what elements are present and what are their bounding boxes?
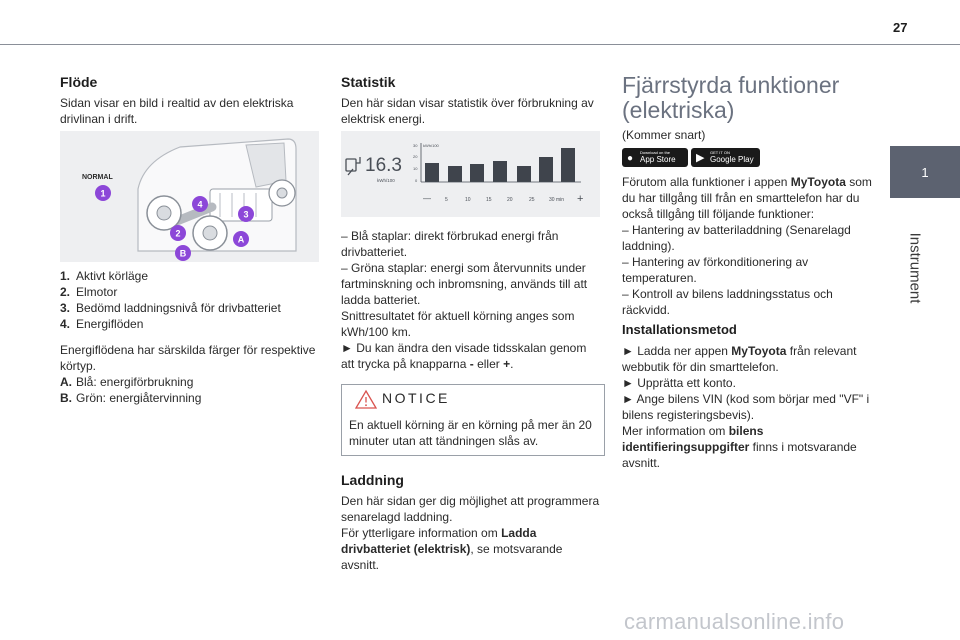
list-item: 2. Elmotor xyxy=(60,285,118,299)
y-tick-label: 10 xyxy=(413,166,418,171)
timescale-instruction: ► Du kan ändra den visade tidsskalan genom att trycka på knapparna - eller +. xyxy=(341,341,587,371)
callout-4 xyxy=(192,196,208,212)
flow-illustration xyxy=(60,131,319,262)
statistics-screen xyxy=(341,131,600,217)
bars xyxy=(425,148,575,182)
notice-box xyxy=(341,384,605,456)
zoom-in-control: + xyxy=(577,193,584,205)
flow-heading: Flöde xyxy=(60,74,98,90)
chart-bar xyxy=(561,148,575,182)
list-item: 1. Aktivt körläge xyxy=(60,269,149,283)
x-tick-label: 15 xyxy=(486,197,492,203)
powertrain-diagram xyxy=(60,131,319,262)
callout-b xyxy=(175,245,191,261)
x-tick-label: 10 xyxy=(465,197,471,203)
header-rule xyxy=(0,44,960,45)
charging-text: Den här sidan ger dig möjlighet att programmera senarelagd laddning. xyxy=(341,494,600,524)
feature-item: – Kontroll av bilens laddningsstatus och räckvidd. xyxy=(622,287,833,317)
watermark: carmanualsonline.info xyxy=(624,609,845,634)
green-bars-text: – Gröna staplar: energi som återvunnits under fartminskning och inbromsning, används till att ladda batteriet. xyxy=(341,261,588,307)
google-play-badge[interactable]: ▶ GET IT ON Google Play xyxy=(691,148,760,167)
flow-intro: Sidan visar en bild i realtid av den elektriska drivlinan i drift. xyxy=(60,96,294,126)
flow-colors-text: Energiflödena har särskilda färger för respektive körtyp. xyxy=(60,343,316,373)
section-tab[interactable] xyxy=(890,146,960,198)
front-wheel xyxy=(147,196,181,230)
feature-item: – Hantering av förkonditionering av temperaturen. xyxy=(622,255,809,285)
charging-reference: För ytterligare information om Ladda drivbatteriet (elektrisk), se motsvarande avsnitt. xyxy=(341,526,563,572)
chart-bar xyxy=(517,166,531,182)
more-info: Mer information om bilens identifieringsuppgifter finns i motsvarande avsnitt. xyxy=(622,424,857,470)
statistics-intro: Den här sidan visar statistik över förbrukning av elektrisk energi. xyxy=(341,96,594,126)
svg-text:1: 1 xyxy=(100,188,106,199)
charging-heading: Laddning xyxy=(341,472,404,488)
installation-heading: Installationsmetod xyxy=(622,322,737,337)
y-tick-label: 30 xyxy=(413,143,418,148)
rear-wheel-2 xyxy=(269,180,295,206)
chart-bar xyxy=(539,157,553,182)
apple-icon: ● xyxy=(627,153,634,164)
warning-icon xyxy=(355,389,377,409)
statistics-description xyxy=(341,228,603,372)
installation-steps xyxy=(622,343,884,471)
list-item: B. Grön: energiåtervinning xyxy=(60,391,202,405)
consumption-chart xyxy=(341,131,600,217)
callout-2 xyxy=(170,225,186,241)
page-number: 27 xyxy=(893,20,908,35)
y-tick-label: 20 xyxy=(413,154,418,159)
feature-item: – Hantering av batteriladdning (Senarelagd laddning). xyxy=(622,223,851,253)
average-text: Snittresultatet för aktuell körning anges som kWh/100 km. xyxy=(341,309,575,339)
install-step: ► Ladda ner appen MyToyota från relevant webbutik för din smarttelefon. xyxy=(622,344,857,374)
callout-1 xyxy=(95,185,111,201)
rear-wheel xyxy=(193,216,227,250)
callout-a xyxy=(233,231,249,247)
average-consumption-value: 16.3 xyxy=(365,155,402,176)
remote-intro: Förutom alla funktioner i appen MyToyota som du har tillgång till från en smarttelefon har du också tillgång till följande funktioner: xyxy=(622,175,872,221)
average-consumption-unit: kWh/100 xyxy=(377,178,395,183)
list-item: 3. Bedömd laddningsnivå för drivbatteriet xyxy=(60,301,281,315)
drive-mode-label: NORMAL xyxy=(82,174,113,181)
callout-3 xyxy=(238,206,254,222)
x-tick-label: 5 xyxy=(445,197,448,203)
svg-text:2: 2 xyxy=(175,228,181,239)
y-tick-label: 0 xyxy=(415,178,418,183)
svg-text:A: A xyxy=(237,234,245,245)
x-tick-label: 20 xyxy=(507,197,513,203)
play-icon: ▶ xyxy=(696,152,705,164)
zoom-out-control: — xyxy=(423,194,431,203)
consumption-icon xyxy=(346,157,360,175)
chart-bar xyxy=(425,163,439,182)
chart-bar xyxy=(493,161,507,182)
svg-text:B: B xyxy=(179,248,187,259)
remote-functions-title: Fjärrstyrda funktioner (elektriska) xyxy=(622,72,840,123)
svg-text:4: 4 xyxy=(197,199,203,210)
list-item: 4. Energiflöden xyxy=(60,317,144,331)
blue-bars-text: – Blå staplar: direkt förbrukad energi från drivbatteriet. xyxy=(341,229,559,259)
section-tab-number: 1 xyxy=(921,164,929,180)
chart-bar xyxy=(470,164,484,182)
install-step: ► Ange bilens VIN (kod som börjar med "VF" i bilens registeringsbevis). xyxy=(622,392,870,422)
notice-title: NOTICE xyxy=(382,390,450,406)
install-step: ► Upprätta ett konto. xyxy=(622,376,736,390)
x-tick-label: 25 xyxy=(529,197,535,203)
section-tab-label: Instrument xyxy=(906,232,924,304)
coming-soon-text: (Kommer snart) xyxy=(622,128,706,142)
chart-bar xyxy=(448,166,462,182)
chart-unit: kWh/100 xyxy=(423,143,439,148)
component-list xyxy=(60,268,322,332)
app-store-badge[interactable]: ● Download on the App Store xyxy=(622,148,688,167)
svg-text:3: 3 xyxy=(243,209,249,220)
x-tick-label: 30 min xyxy=(549,197,565,203)
remote-features xyxy=(622,174,884,318)
list-item: A. Blå: energiförbrukning xyxy=(60,375,194,389)
statistics-heading: Statistik xyxy=(341,74,396,90)
color-legend xyxy=(60,374,322,406)
notice-text: En aktuell körning är en körning på mer än 20 minuter utan att tändningen slås av. xyxy=(349,418,592,448)
